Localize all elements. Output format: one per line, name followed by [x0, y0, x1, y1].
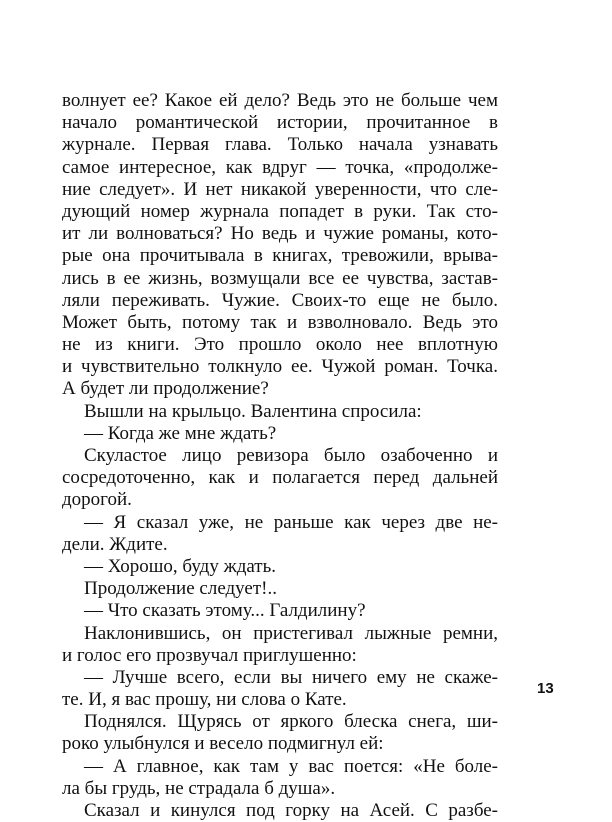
text-line: Сказал и кинулся под горку на Асей. С разбе- [84, 800, 498, 821]
text-line: Продолжение следует!.. [84, 578, 277, 600]
text-line: ляли переживать. Чужие. Своих-то еще не было. [62, 289, 498, 311]
text-line: дорогой. [62, 489, 132, 511]
text-line: Скуластое лицо ревизора было озабоченно и [84, 445, 498, 466]
text-line: лись в ее жизнь, возмущали все ее чувства, застав- [62, 267, 498, 289]
text-line: ла бы грудь, не страдала б душа». [62, 777, 336, 799]
text-line: рые она прочитывала в книгах, тревожили, врыва- [62, 245, 498, 267]
text-line: те. И, я вас прошу, ни слова о Кате. [62, 689, 347, 711]
text-line: Поднялся. Щурясь от яркого блеска снега, ши- [84, 711, 498, 733]
text-line: А будет ли продолжение? [62, 378, 269, 400]
page-number: 13 [537, 680, 554, 697]
text-line: самое интересное, как вдруг — точка, «продолже- [62, 156, 498, 178]
text-line: — Хорошо, буду ждать. [84, 555, 277, 577]
text-line: Может быть, потому так и взволновало. Ведь это [62, 311, 498, 333]
text-line: дели. Ждите. [62, 533, 168, 555]
text-line: не из книги. Это прошло около нее вплотную [62, 334, 498, 356]
text-line: и голос его прозвучал приглушенно: [62, 644, 357, 666]
text-line: начало романтической истории, прочитанное в [62, 112, 498, 134]
text-line: Наклонившись, он пристегивал лыжные ремни, [84, 622, 498, 644]
text-line: и чувствительно толкнуло ее. Чужой роман. Точка. [62, 356, 498, 378]
text-line: — Когда же мне ждать? [84, 422, 277, 444]
text-line: — Лучше всего, если вы ничего ему не скаже- [84, 666, 498, 688]
text-line: сосредоточенно, как и полагается перед дальней [62, 467, 498, 489]
text-line: Вышли на крыльцо. Валентина спросила: [84, 400, 422, 422]
text-line: — Что сказать этому... Галдилину? [84, 600, 366, 622]
body-text [62, 90, 498, 822]
text-line: ит ли волноваться? Но ведь и чужие романы, кото- [62, 223, 498, 245]
text-line: журнале. Первая глава. Только начала узнавать [62, 134, 498, 156]
text-line: — Я сказал уже, не раньше как через две не- [84, 511, 498, 533]
text-line: волнует ее? Какое ей дело? Ведь это не больше чем [62, 90, 498, 111]
text-line: ние следует». И нет никакой уверенности, что сле- [62, 178, 498, 200]
text-line: — А главное, как там у вас поется: «Не боле- [84, 755, 498, 777]
text-line: дующий номер журнала попадет в руки. Так сто- [62, 200, 498, 222]
text-line: роко улыбнулся и весело подмигнул ей: [62, 733, 384, 755]
